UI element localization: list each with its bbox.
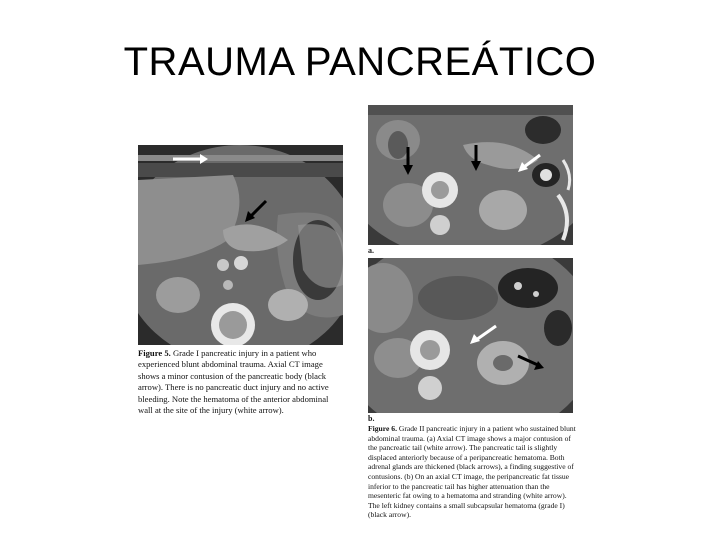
figure-5-caption-text: Grade I pancreatic injury in a patient who experienced blunt abdominal trauma. Axial CT image shows a minor contusion of the pancreatic body (black arrow). There is no pancreatic duct injury and no active bleeding. Note the hematoma of the anterior abdominal wall at the site of the injury (white arrow). — [138, 348, 329, 416]
figure-6-caption — [368, 424, 576, 520]
figure-6-panel-b-letter: b. — [368, 414, 375, 423]
figure-6-caption-text: Grade II pancreatic injury in a patient who sustained blunt abdominal trauma. (a) Axial CT image shows a major contusion of the pancreatic tail (white arrow). The pancreatic tail is slightly displaced anteriorly because of a peripancreatic hematoma. Both adrenal glands are thickened (black arrows), a finding suggestive of contusions. (b) On an axial CT image, the peripancreatic fat tissue inferior to the pancreatic tail has higher attenuation than the mesenteric fat owing to a hematoma and stranding (white arrow). The left kidney contains a small subcapsular hematoma (grade I) (black arrow). — [368, 424, 576, 520]
ct-image-figure-5 — [138, 145, 343, 345]
figure-6-label: Figure 6. — [368, 424, 397, 433]
slide-title: TRAUMA PANCREÁTICO — [123, 40, 597, 84]
figure-5-label: Figure 5. — [138, 348, 171, 358]
figure-6-panel-a-letter: a. — [368, 246, 374, 255]
ct-image-figure-6b — [368, 258, 573, 413]
ct-image-figure-6a — [368, 105, 573, 245]
figure-5-caption — [138, 348, 343, 416]
